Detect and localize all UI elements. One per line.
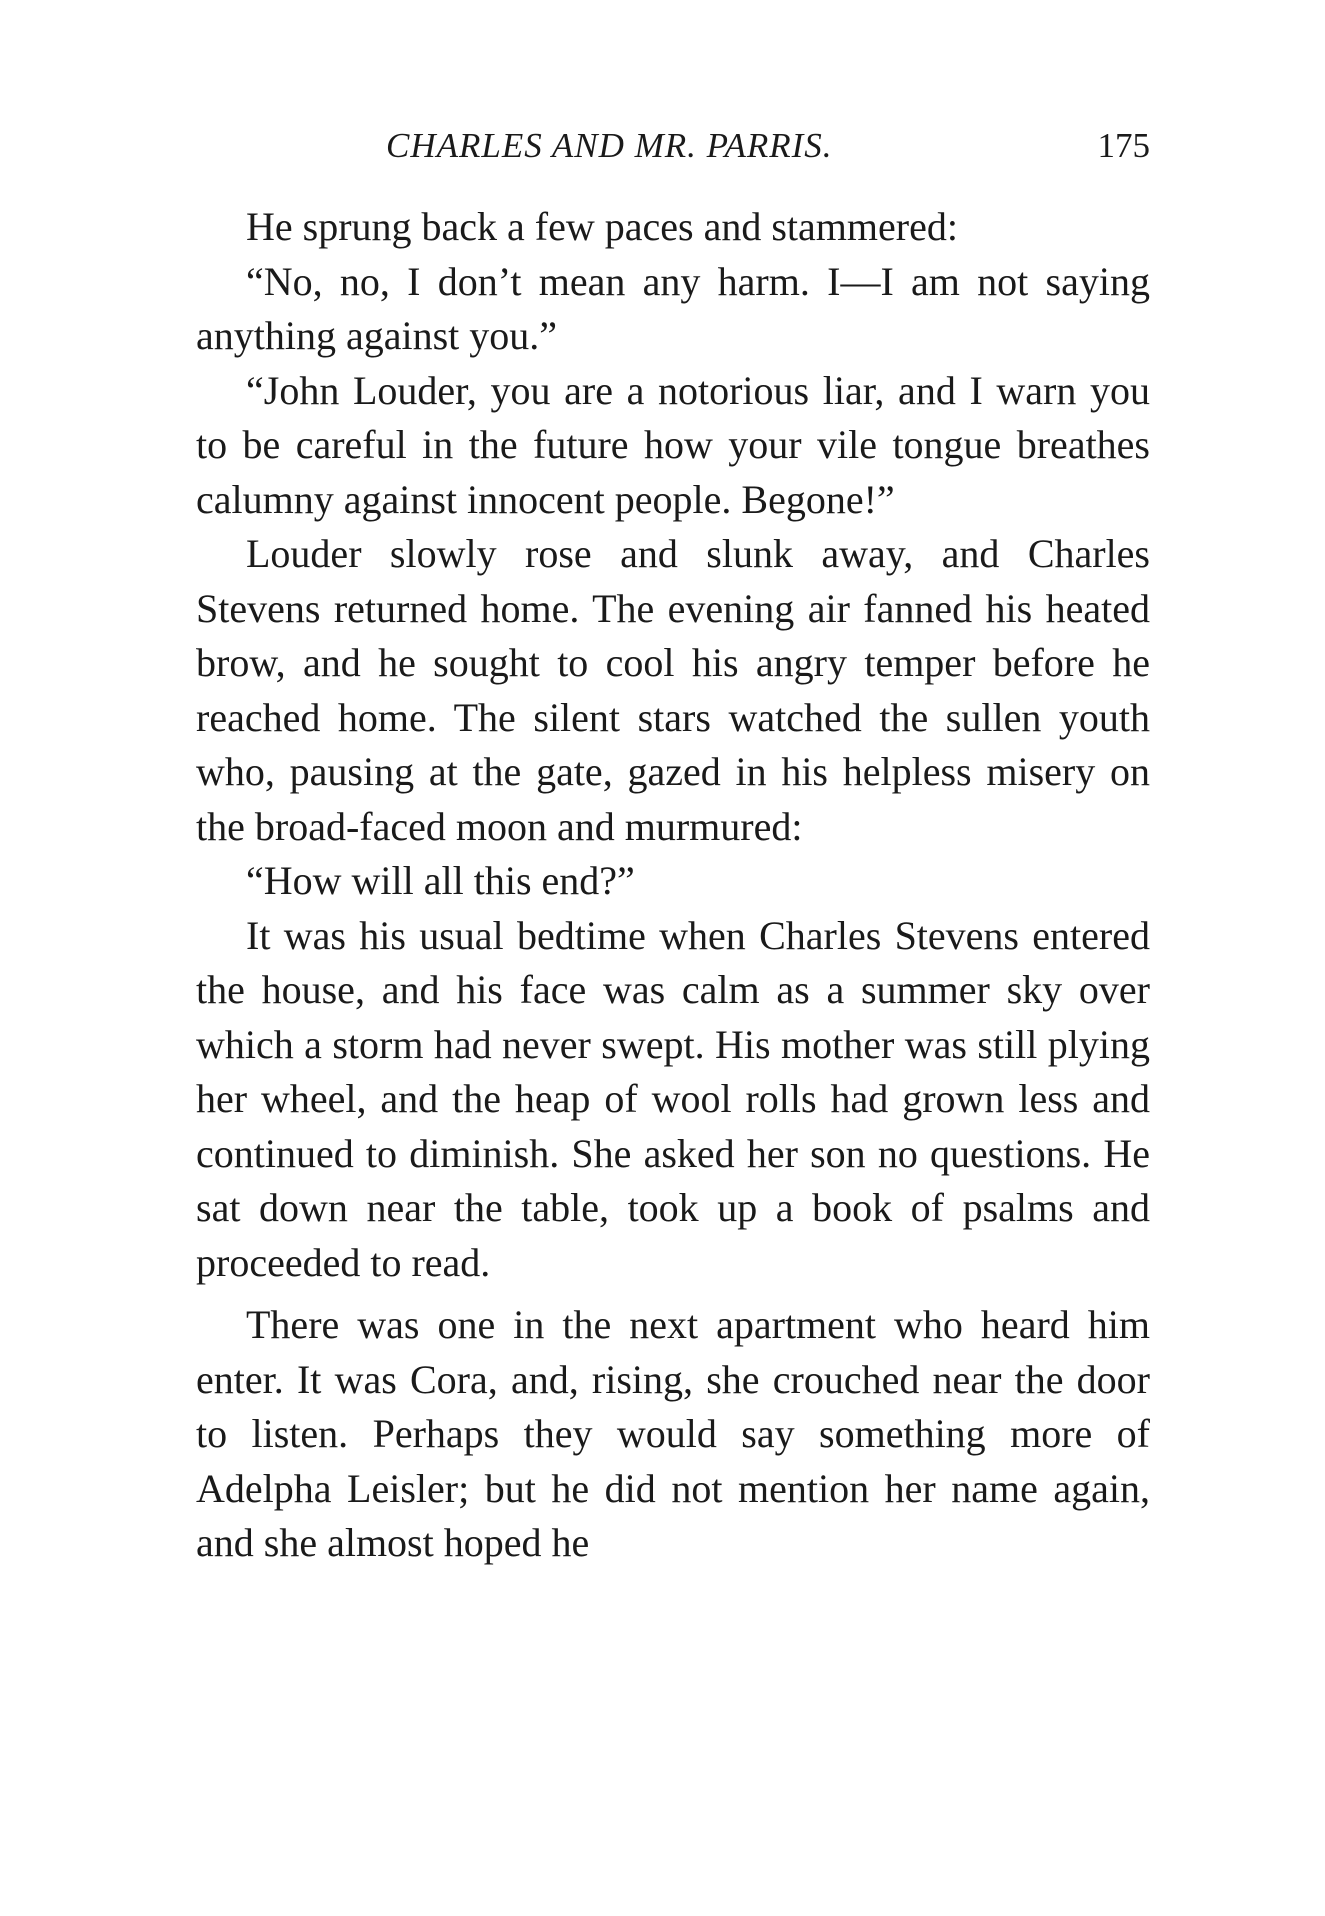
paragraph: “No, no, I don’t mean any harm. I—I am not saying anything against you.” — [196, 258, 1150, 358]
paragraph: It was his usual bedtime when Charles Stevens entered the house, and his face was calm as a summer sky over which a storm had never swept. His mother was still plying her wheel, and the heap of wool rolls had grown less and continued to diminish. She asked her son no questions. He sat down near the table, took up a book of psalms and proceeded to read. — [196, 912, 1150, 1285]
paragraph: Louder slowly rose and slunk away, and Charles Stevens returned home. The evening air fanned his heated brow, and he sought to cool his angry temper before he reached home. The silent stars watched the sullen youth who, pausing at the gate, gazed in his helpless misery on the broad-faced moon and murmured: — [196, 531, 1150, 849]
page-number: 175 — [1097, 126, 1150, 165]
paragraph: There was one in the next apartment who heard him enter. It was Cora, and, rising, she crouched near the door to listen. Perhaps they would say something more of Adelpha Leisler; but he did not mention her name again, and she almost hoped he — [196, 1302, 1150, 1565]
running-head — [196, 126, 1150, 176]
paragraph: He sprung back a few paces and stammered: — [246, 204, 958, 249]
paragraph: “How will all this end?” — [246, 858, 635, 903]
running-title: CHARLES AND MR. PARRIS. — [386, 126, 833, 165]
paragraph: “John Louder, you are a notorious liar, and I warn you to be careful in the future how your vile tongue breathes calumny against innocent people. Begone!” — [196, 367, 1150, 522]
body-text — [196, 200, 1150, 1571]
